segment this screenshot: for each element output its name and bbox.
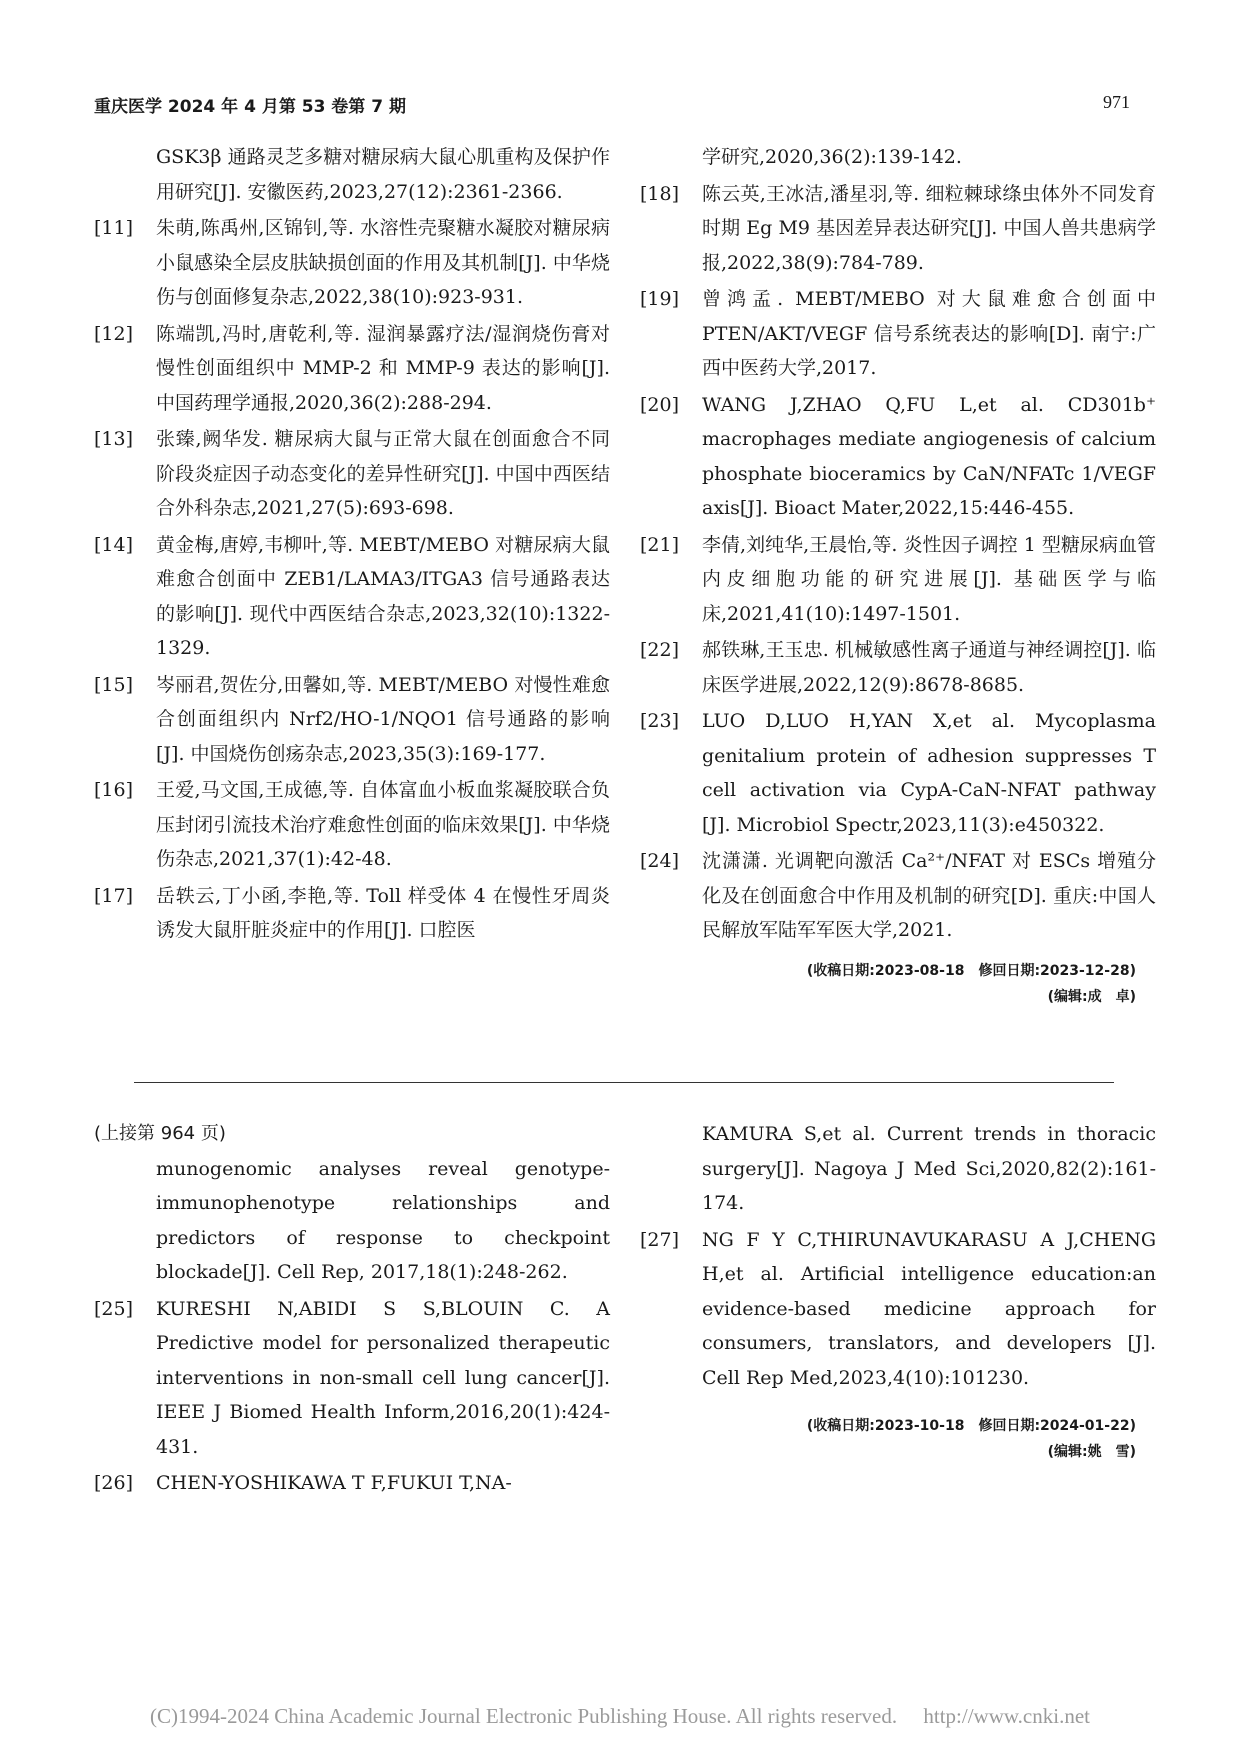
reference-item xyxy=(94,1292,610,1465)
reference-text: 李倩,刘纯华,王晨怡,等. 炎性因子调控 1 型糖尿病血管内皮细胞功能的研究进展[J]. 基础医学与临床,2021,41(10):1497-1501. xyxy=(702,533,1156,625)
reference-number: [21] xyxy=(640,533,680,556)
reference-item xyxy=(94,140,610,209)
reference-text: munogenomic analyses reveal genotype-immunophenotype relationships and predictors of response to checkpoint blockade[J]. Cell Rep, 2017,18(1):248-262. xyxy=(156,1157,610,1283)
reference-item xyxy=(94,879,610,948)
reference-text: 陈云英,王冰洁,潘星羽,等. 细粒棘球绦虫体外不同发育时期 Eg M9 基因差异表达研究[J]. 中国人兽共患病学报,2022,38(9):784-789. xyxy=(702,182,1156,274)
reference-item xyxy=(640,704,1156,842)
reference-item xyxy=(94,317,610,421)
reference-number: [15] xyxy=(94,673,134,696)
reference-text: GSK3β 通路灵芝多糖对糖尿病大鼠心肌重构及保护作用研究[J]. 安徽医药,2023,27(12):2361-2366. xyxy=(156,146,610,203)
reference-text: KAMURA S,et al. Current trends in thoracic surgery[J]. Nagoya J Med Sci,2020,82(2):161-174. xyxy=(702,1123,1156,1214)
editor-bottom: (编辑:姚 雪) xyxy=(1047,1444,1136,1460)
reference-text: CHEN-YOSHIKAWA T F,FUKUI T,NA- xyxy=(156,1472,512,1494)
reference-number: [22] xyxy=(640,639,680,661)
reference-item xyxy=(640,528,1156,632)
references-top-left xyxy=(94,140,610,950)
reference-text: 黄金梅,唐婷,韦柳叶,等. MEBT/MEBO 对糖尿病大鼠难愈合创面中 ZEB1/LAMA3/ITGA3 信号通路表达的影响[J]. 现代中西医结合杂志,2023,32(10):1322-1329. xyxy=(156,533,610,659)
received-date-bottom: (收稿日期:2023-10-18 修回日期:2024-01-22) xyxy=(806,1418,1136,1434)
reference-item xyxy=(94,773,610,877)
reference-text: KURESHI N,ABIDI S S,BLOUIN C. A Predictive model for personalized therapeutic interventions in non-small cell lung cancer[J]. IEEE J Biomed Health Inform,2016,20(1):424-431. xyxy=(156,1297,610,1458)
reference-number: [11] xyxy=(94,217,134,239)
reference-item xyxy=(640,177,1156,281)
reference-number: [16] xyxy=(94,779,134,801)
copyright-footer: (C)1994-2024 China Academic Journal Electronic Publishing House. All rights reserved. http://www.cnki.net xyxy=(150,1704,1090,1728)
reference-number: [27] xyxy=(640,1228,680,1251)
reference-number: [14] xyxy=(94,533,134,556)
reference-item xyxy=(94,668,610,772)
reference-item xyxy=(640,1117,1156,1221)
reference-number: [25] xyxy=(94,1297,134,1320)
reference-number: [20] xyxy=(640,393,680,416)
reference-number: [18] xyxy=(640,182,680,205)
reference-number: [19] xyxy=(640,288,680,310)
received-date-top: (收稿日期:2023-08-18 修回日期:2023-12-28) xyxy=(806,962,1136,979)
references-bottom-left xyxy=(94,1117,610,1503)
reference-text: 学研究,2020,36(2):139-142. xyxy=(702,146,962,168)
reference-text: 曾鸿孟. MEBT/MEBO 对大鼠难愈合创面中 PTEN/AKT/VEGF 信号系统表达的影响[D]. 南宁:广西中医药大学,2017. xyxy=(702,288,1156,379)
reference-number: [13] xyxy=(94,428,134,450)
reference-text: 陈端凯,冯时,唐乾利,等. 湿润暴露疗法/湿润烧伤膏对慢性创面组织中 MMP-2 和 MMP-9 表达的影响[J]. 中国药理学通报,2020,36(2):288-294. xyxy=(156,322,610,414)
reference-text: LUO D,LUO H,YAN X,et al. Mycoplasma genitalium protein of adhesion suppresses T cell activation via CypA-CaN-NFAT pathway [J]. Microbiol Spectr,2023,11(3):e450322. xyxy=(702,710,1156,836)
reference-text: 张臻,阙华发. 糖尿病大鼠与正常大鼠在创面愈合不同阶段炎症因子动态变化的差异性研究[J]. 中国中西医结合外科杂志,2021,27(5):693-698. xyxy=(156,428,610,519)
references-top-right xyxy=(640,140,1156,1010)
reference-number: [17] xyxy=(94,884,134,907)
reference-item xyxy=(94,422,610,526)
section-divider xyxy=(134,1082,1114,1083)
reference-item xyxy=(94,528,610,666)
reference-item xyxy=(640,140,1156,175)
reference-item xyxy=(640,844,1156,948)
reference-number: [24] xyxy=(640,850,680,872)
reference-item xyxy=(640,282,1156,386)
reference-text: 郝铁琳,王玉忠. 机械敏感性离子通道与神经调控[J]. 临床医学进展,2022,12(9):8678-8685. xyxy=(702,639,1156,696)
reference-text: 朱萌,陈禹州,区锦钊,等. 水溶性壳聚糖水凝胶对糖尿病小鼠感染全层皮肤缺损创面的作用及其机制[J]. 中华烧伤与创面修复杂志,2022,38(10):923-931. xyxy=(156,217,610,308)
reference-item xyxy=(94,211,610,315)
editor-top: (编辑:成 卓) xyxy=(1047,988,1136,1005)
page-header xyxy=(94,92,1130,124)
reference-text: 岑丽君,贺佐分,田馨如,等. MEBT/MEBO 对慢性难愈合创面组织内 Nrf2/HO-1/NQO1 信号通路的影响[J]. 中国烧伤创疡杂志,2023,35(3):169-177. xyxy=(156,673,610,765)
journal-title: 重庆医学 2024 年 4 月第 53 卷第 7 期 xyxy=(94,97,406,117)
reference-number: [23] xyxy=(640,710,680,732)
reference-text: WANG J,ZHAO Q,FU L,et al. CD301b⁺ macrophages mediate angiogenesis of calcium phosphate bioceramics by CaN/NFATc 1/VEGF axis[J]. Bioact Mater,2022,15:446-455. xyxy=(702,393,1156,519)
references-bottom-right xyxy=(640,1117,1156,1465)
reference-text: NG F Y C,THIRUNAVUKARASU A J,CHENG H,et al. Artificial intelligence education:an evidence-based medicine approach for consumers, translators, and developers [J]. Cell Rep Med,2023,4(10):101230. xyxy=(702,1228,1156,1389)
reference-item xyxy=(640,388,1156,526)
reference-item xyxy=(94,1466,610,1501)
reference-number: [26] xyxy=(94,1472,134,1494)
reference-text: 沈潇潇. 光调靶向激活 Ca²⁺/NFAT 对 ESCs 增殖分化及在创面愈合中作用及机制的研究[D]. 重庆:中国人民解放军陆军军医大学,2021. xyxy=(702,850,1156,941)
page-number: 971 xyxy=(1103,92,1130,112)
reference-item xyxy=(640,633,1156,702)
reference-item xyxy=(640,1223,1156,1396)
reference-item xyxy=(94,1152,610,1290)
reference-text: 王爱,马文国,王成德,等. 自体富血小板血浆凝胶联合负压封闭引流技术治疗难愈性创面的临床效果[J]. 中华烧伤杂志,2021,37(1):42-48. xyxy=(156,779,610,870)
reference-number: [12] xyxy=(94,322,134,345)
continued-from-note: (上接第 964 页) xyxy=(94,1123,226,1144)
reference-text: 岳轶云,丁小函,李艳,等. Toll 样受体 4 在慢性牙周炎诱发大鼠肝脏炎症中的作用[J]. 口腔医 xyxy=(156,884,610,941)
